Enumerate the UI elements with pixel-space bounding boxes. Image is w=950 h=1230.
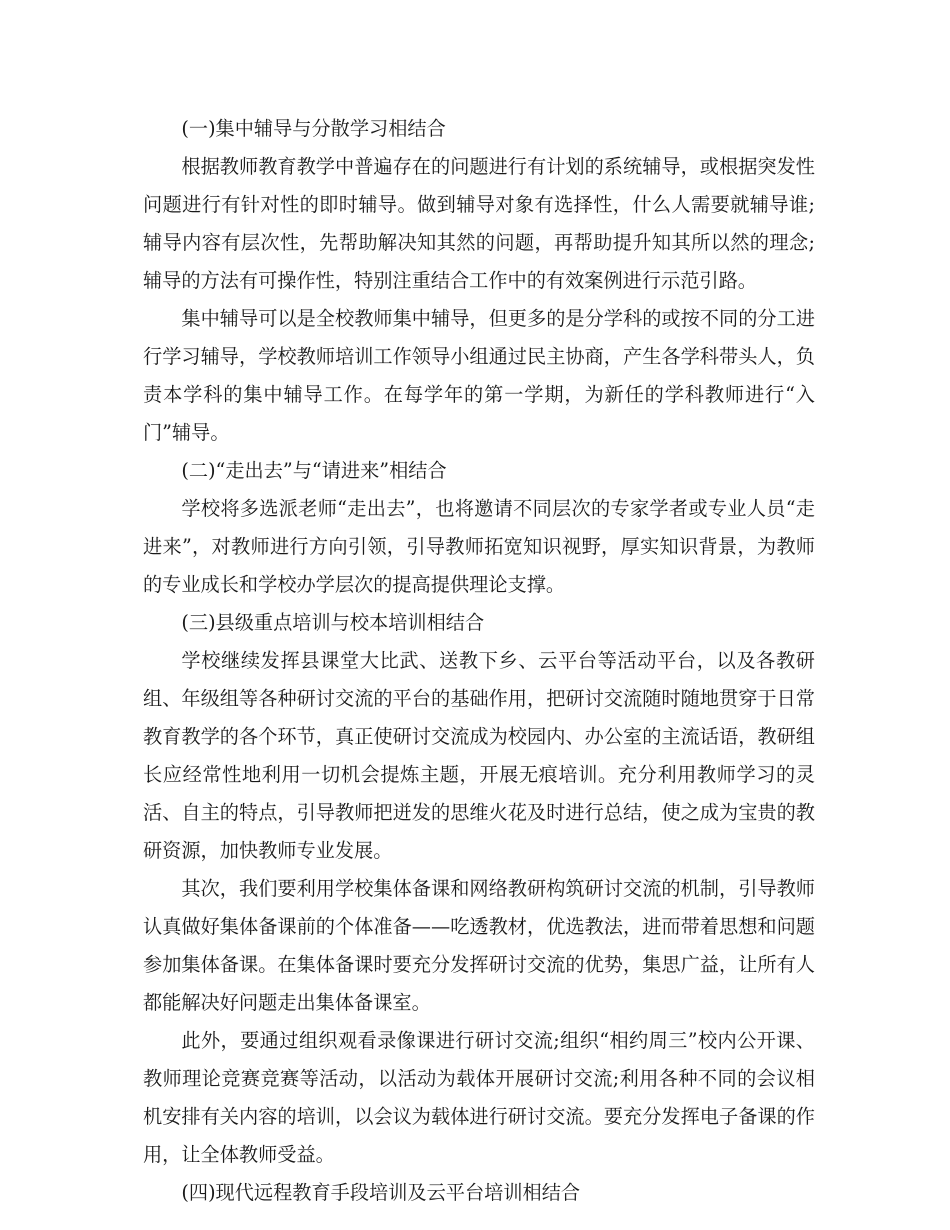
paragraph-3: 学校将多选派老师“走出去”，也将邀请不同层次的专家学者或专业人员“走进来”，对教师进行方向引领，引导教师拓宽知识视野，厚实知识背景，为教师的专业成长和学校办学层次的提高提供理论支撑。 <box>143 497 815 596</box>
paragraph-4: 学校继续发挥县课堂大比武、送教下乡、云平台等活动平台，以及各教研组、年级组等各种研讨交流的平台的基础作用，把研讨交流随时随地贯穿于日常教育教学的各个环节，真正使研讨交流成为校园内、办公室的主流话语，教研组长应经常性地利用一切机会提炼主题，开展无痕培训。充分利用教师学习的灵活、自主的特点，引导教师把迸发的思维火花及时进行总结，使之成为宝贵的教研资源，加快教师专业发展。 <box>143 649 815 862</box>
section-heading-4: (四)现代远程教育手段培训及云平台培训相结合 <box>181 1181 581 1204</box>
document-body <box>143 110 815 1212</box>
section-heading-1: (一)集中辅导与分散学习相结合 <box>181 117 446 140</box>
section-heading-3: (三)县级重点培训与校本培训相结合 <box>181 611 485 634</box>
paragraph-5: 其次，我们要利用学校集体备课和网络教研构筑研讨交流的机制，引导教师认真做好集体备课前的个体准备——吃透教材，优选教法，进而带着思想和问题参加集体备课。在集体备课时要充分发挥研讨交流的优势，集思广益，让所有人都能解决好问题走出集体备课室。 <box>143 877 815 1014</box>
paragraph-6: 此外，要通过组织观看录像课进行研讨交流;组织“相约周三”校内公开课、教师理论竞赛竞赛等活动，以活动为载体开展研讨交流;利用各种不同的会议相机安排有关内容的培训，以会议为载体进行研讨交流。要充分发挥电子备课的作用，让全体教师受益。 <box>143 1029 815 1166</box>
section-heading-2: (二)“走出去”与“请进来”相结合 <box>181 459 447 482</box>
paragraph-2: 集中辅导可以是全校教师集中辅导，但更多的是分学科的或按不同的分工进行学习辅导，学校教师培训工作领导小组通过民主协商，产生各学科带头人，负责本学科的集中辅导工作。在每学年的第一学期，为新任的学科教师进行“入门”辅导。 <box>143 307 815 444</box>
paragraph-1: 根据教师教育教学中普遍存在的问题进行有计划的系统辅导，或根据突发性问题进行有针对性的即时辅导。做到辅导对象有选择性，什么人需要就辅导谁;辅导内容有层次性，先帮助解决知其然的问题，再帮助提升知其所以然的理念;辅导的方法有可操作性，特别注重结合工作中的有效案例进行示范引路。 <box>143 155 815 292</box>
